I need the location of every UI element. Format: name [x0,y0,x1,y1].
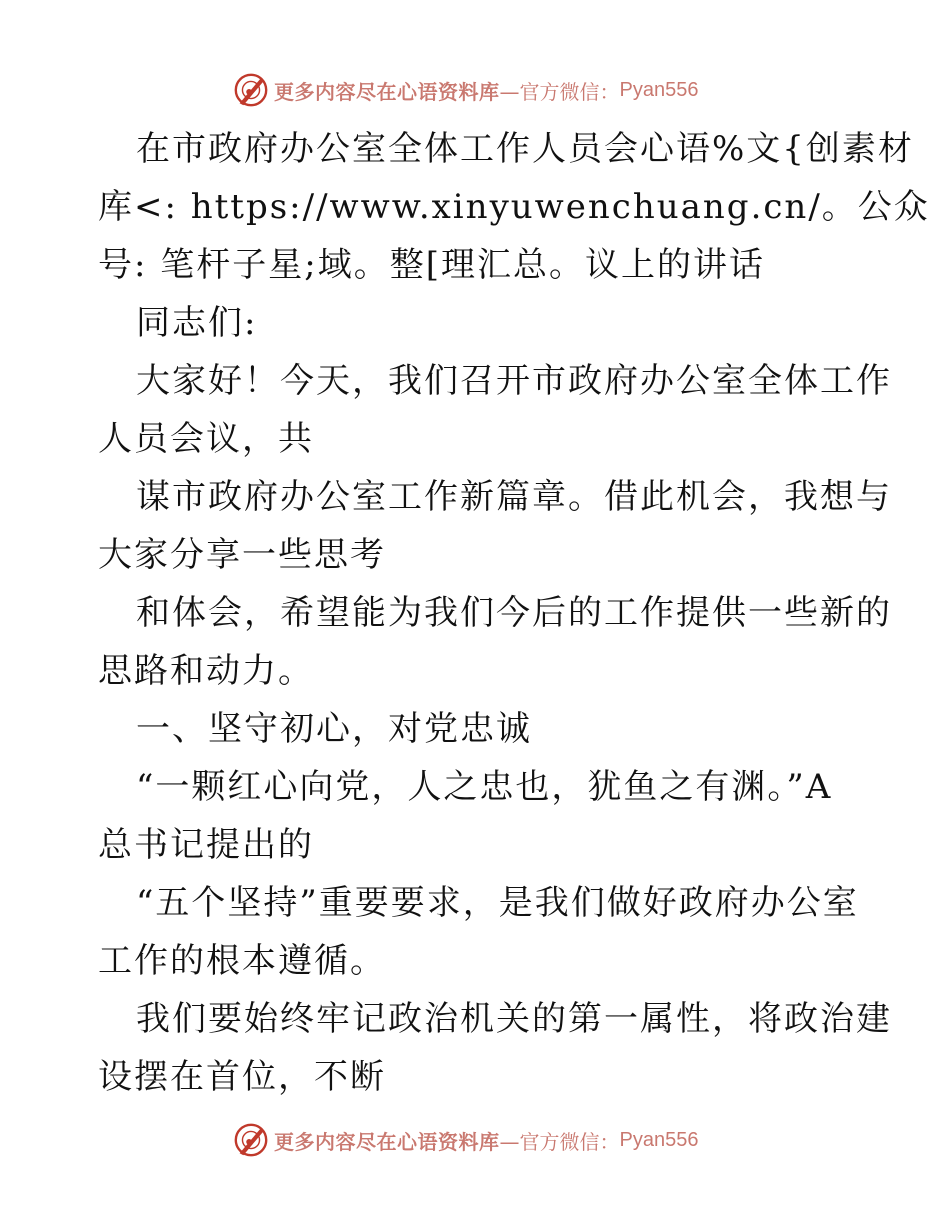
text-line: 库<: https://www.xinyuwenchuang.cn/。公众 [98,187,930,227]
text-line: 总书记提出的 [98,825,314,865]
watermark-site-text: 更多内容尽在心语资料库 [274,1129,500,1154]
watermark-site-text: 更多内容尽在心语资料库 [274,79,500,104]
watermark-wechat-label: —官方微信： [499,1129,620,1154]
text-line: 号: 笔杆子星;域。整[理汇总。议上的讲话 [98,245,765,285]
footer-watermark [232,1120,698,1160]
text-line: 设摆在首位，不断 [98,1057,386,1097]
header-watermark [232,70,698,110]
watermark-wechat-label: —官方微信： [499,79,620,104]
brush-logo-icon [232,71,270,109]
document-body [98,120,930,1106]
text-line: “一颗红心向党，人之忠也，犹鱼之有渊。”A [136,767,833,807]
watermark-wechat-id: Pyan556 [619,78,699,101]
watermark-wechat-id: Pyan556 [619,1128,699,1151]
salutation: 同志们: [136,303,258,343]
brush-logo-icon [232,1121,270,1159]
text-line: 大家好！今天，我们召开市政府办公室全体工作 [136,361,892,401]
text-line: 工作的根本遵循。 [98,941,386,981]
text-line: 在市政府办公室全体工作人员会心语%文{创素材 [136,129,914,169]
text-line: 大家分享一些思考 [98,535,386,575]
text-line: 人员会议，共 [98,419,314,459]
text-line: “五个坚持”重要要求，是我们做好政府办公室 [136,883,859,923]
text-line: 思路和动力。 [98,651,314,691]
text-line: 和体会，希望能为我们今后的工作提供一些新的 [136,593,892,633]
text-line: 我们要始终牢记政治机关的第一属性，将政治建 [136,999,892,1039]
section-heading: 一、坚守初心，对党忠诚 [136,709,532,749]
text-line: 谋市政府办公室工作新篇章。借此机会，我想与 [136,477,892,517]
